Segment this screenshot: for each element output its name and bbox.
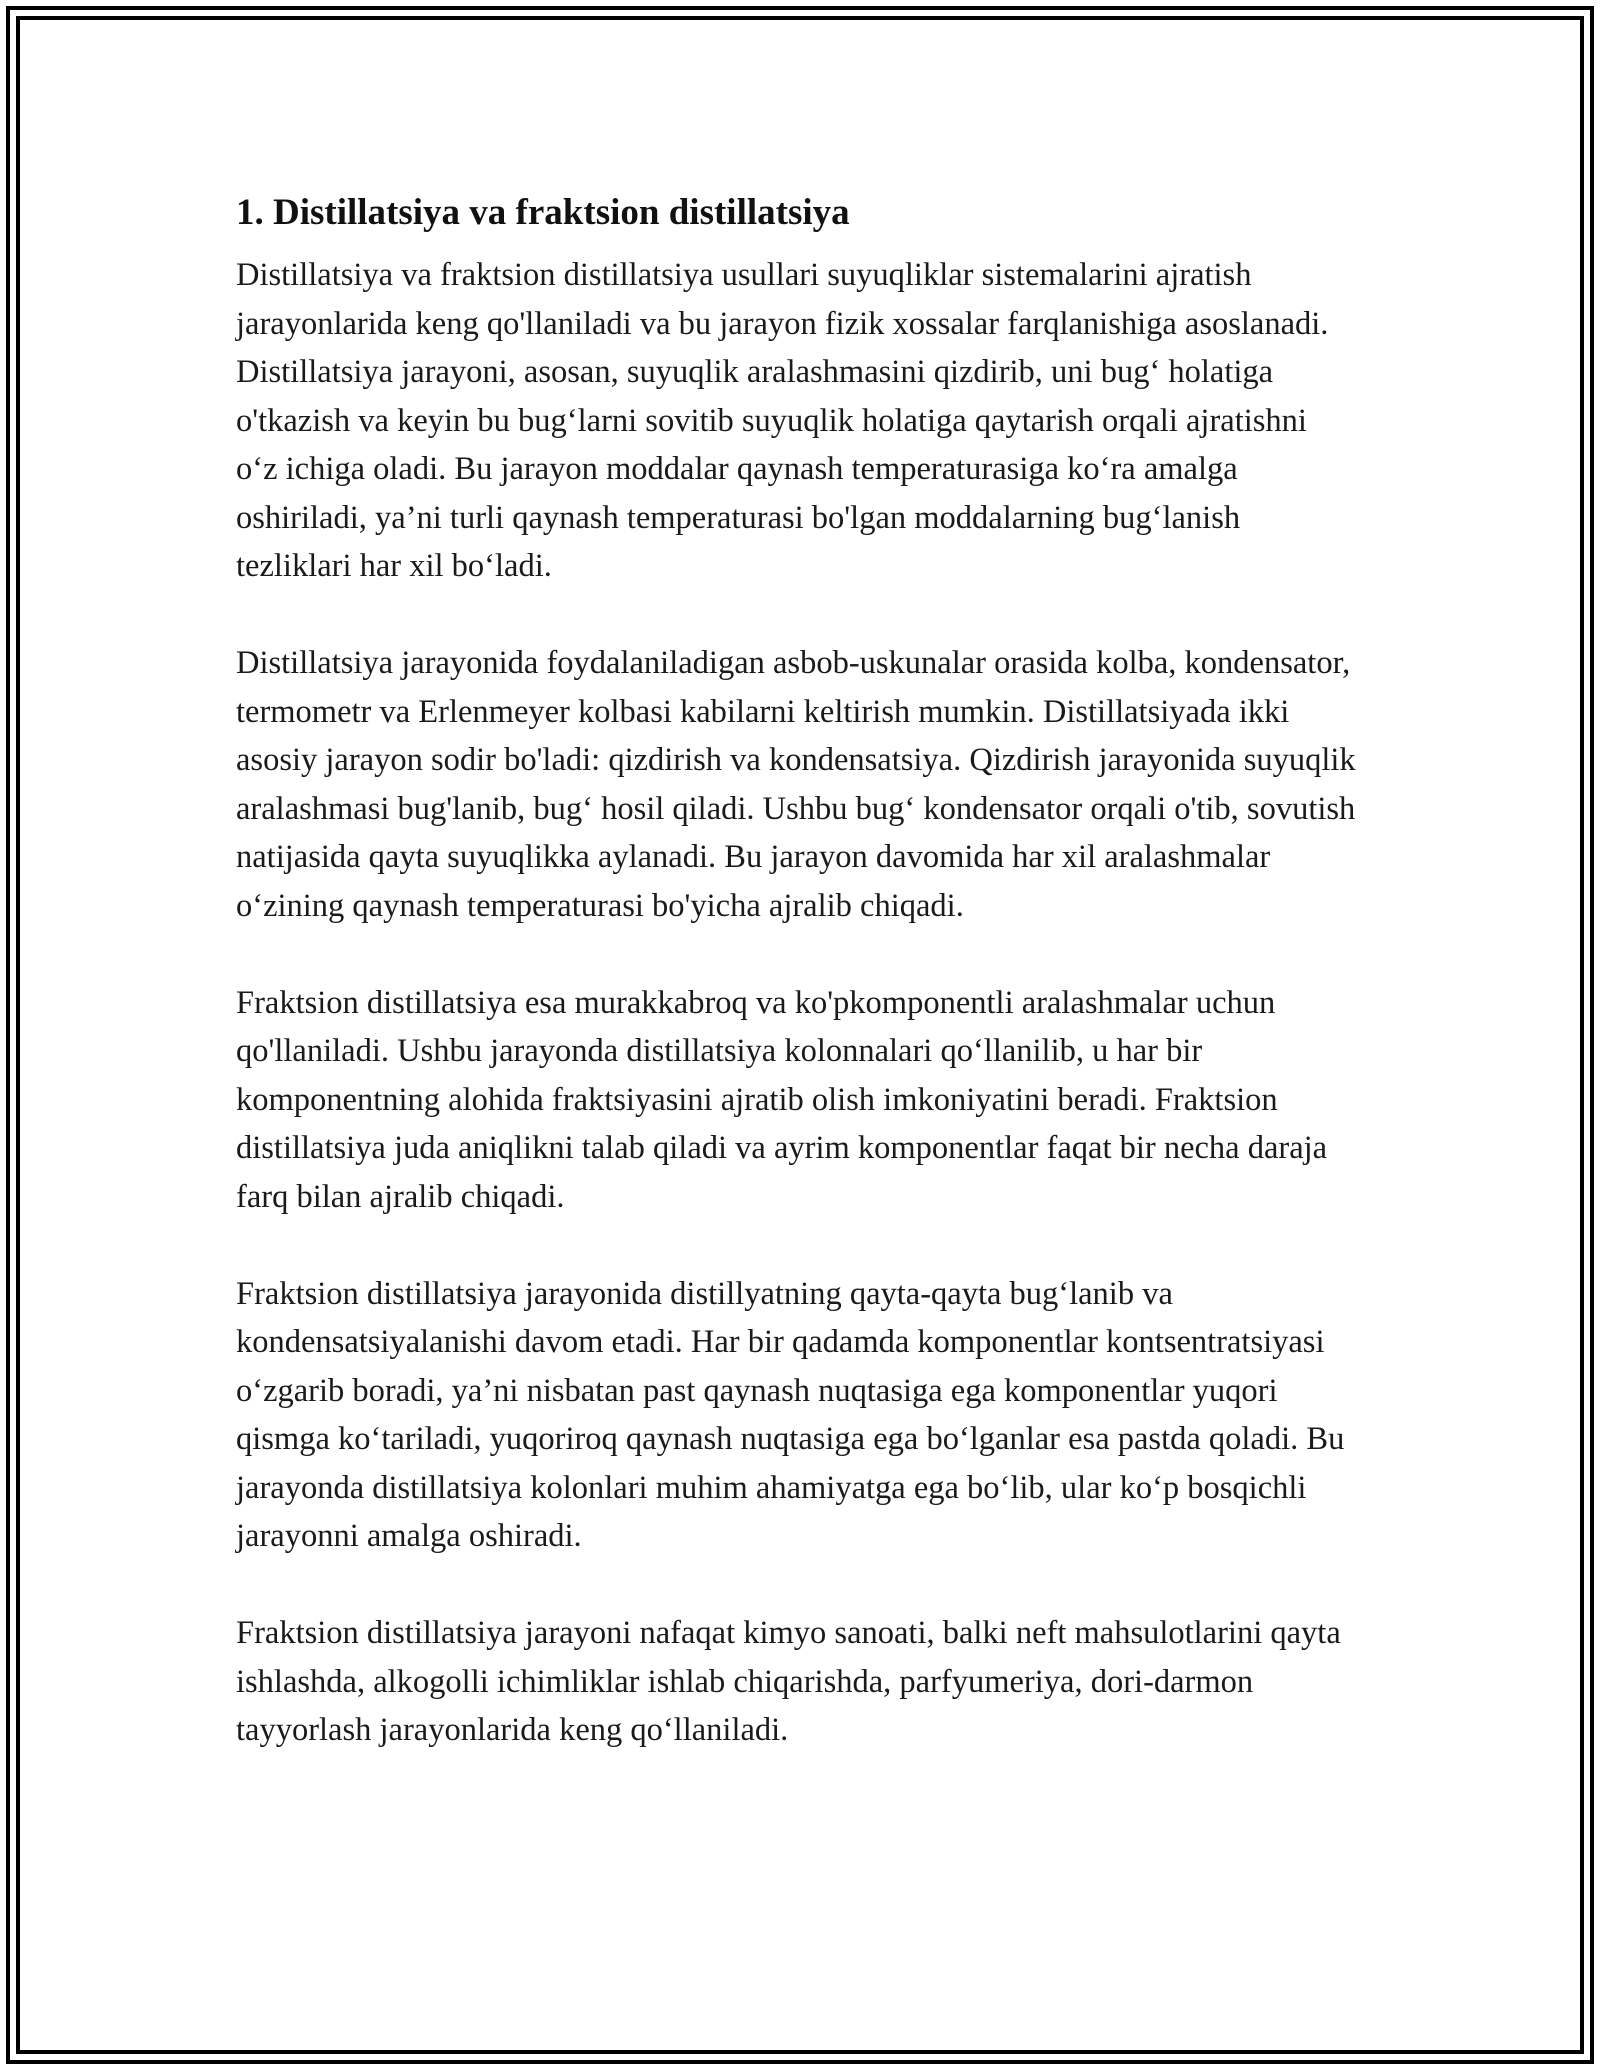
paragraph-4: Fraktsion distillatsiya jarayonida distillyatning qayta-qayta bug‘lanib va kondensatsiyalanishi davom etadi. Har bir qadamda komponentlar kontsentratsiyasi o‘zgarib boradi, ya’ni nisbatan past qaynash nuqtasiga ega komponentlar yuqori qismga ko‘tariladi, yuqoriroq qaynash nuqtasiga ega bo‘lganlar esa pastda qoladi. Bu jarayonda distillatsiya kolonlari muhim ahamiyatga ega bo‘lib, ular ko‘p bosqichli jarayonni amalga oshiradi.: [236, 1275, 1345, 1554]
paragraph-5: Fraktsion distillatsiya jarayoni nafaqat kimyo sanoati, balki neft mahsulotlarini qayta ishlashda, alkogolli ichimliklar ishlab chiqarishda, parfyumeriya, dori-darmon tayyorlash jarayonlarida keng qo‘llaniladi.: [236, 1615, 1341, 1748]
paragraph-2: Distillatsiya jarayonida foydalaniladigan asbob-uskunalar orasida kolba, kondensator, termometr va Erlenmeyer kolbasi kabilarni keltirish mumkin. Distillatsiyada ikki asosiy jarayon sodir bo'ladi: qizdirish va kondensatsiya. Qizdirish jarayonida suyuqlik aralashmasi bug'lanib, bug‘ hosil qiladi. Ushbu bug‘ kondensator orqali o'tib, sovutish natijasida qayta suyuqlikka aylanadi. Bu jarayon davomida har xil aralashmalar o‘zining qaynash temperaturasi bo'yicha ajralib chiqadi.: [236, 645, 1356, 924]
paragraph-3: Fraktsion distillatsiya esa murakkabroq va ko'pkomponentli aralashmalar uchun qo'llaniladi. Ushbu jarayonda distillatsiya kolonnalari qo‘llanilib, u har bir komponentning alohida fraktsiyasini ajratib olish imkoniyatini beradi. Fraktsion distillatsiya juda aniqlikni talab qiladi va ayrim komponentlar faqat bir necha daraja farq bilan ajralib chiqadi.: [236, 984, 1328, 1215]
paragraph-1: Distillatsiya va fraktsion distillatsiya usullari suyuqliklar sistemalarini ajratish jarayonlarida keng qo'llaniladi va bu jarayon fizik xossalar farqlanishiga asoslanadi. Distillatsiya jarayoni, asosan, suyuqlik aralashmasini qizdirib, uni bug‘ holatiga o'tkazish va keyin bu bug‘larni sovitib suyuqlik holatiga qaytarish orqali ajratishni o‘z ichiga oladi. Bu jarayon moddalar qaynash temperaturasiga ko‘ra amalga oshiriladi, ya’ni turli qaynash temperaturasi bo'lgan moddalarning bug‘lanish tezliklari har xil bo‘ladi.: [236, 257, 1329, 584]
page-title: 1. Distillatsiya va fraktsion distillatsiya: [236, 192, 850, 233]
document-body: [236, 185, 1356, 1803]
